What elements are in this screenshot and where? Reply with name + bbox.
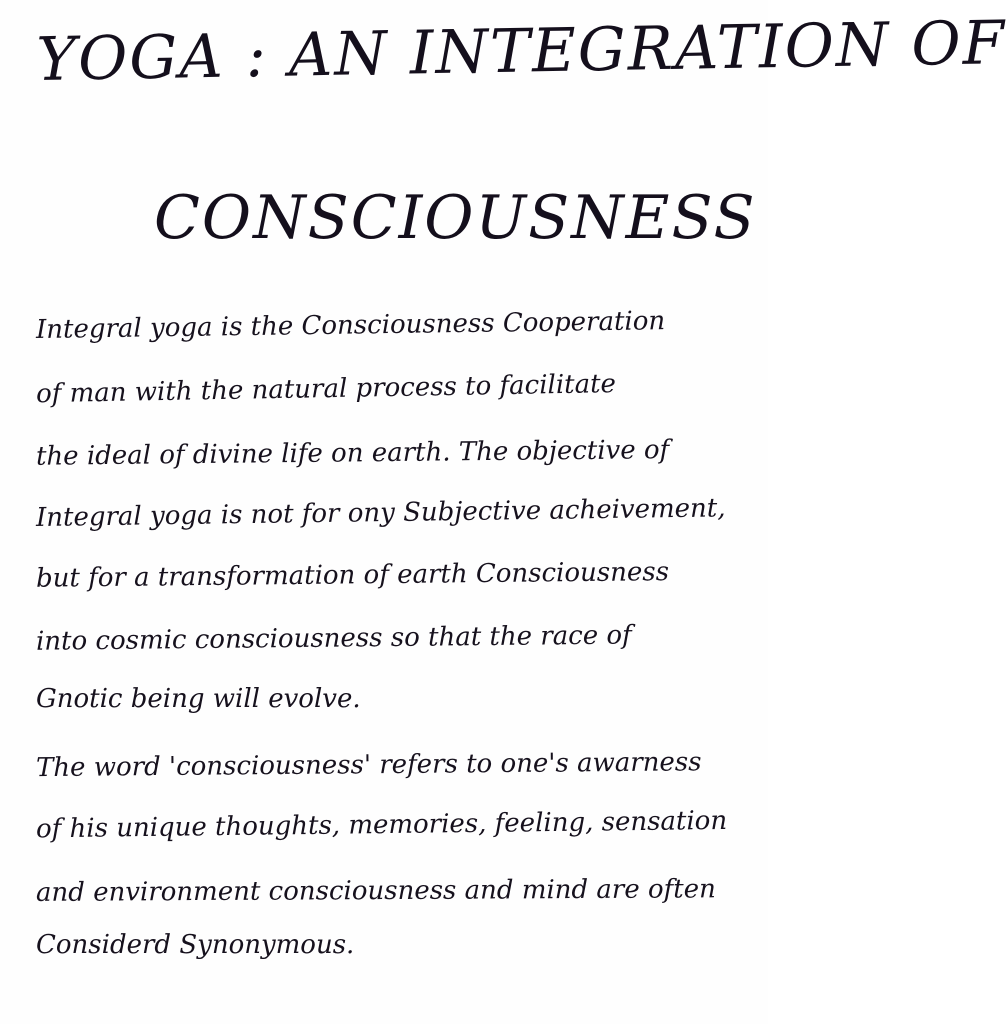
- text-line: Gnotic being will evolve.: [36, 684, 361, 714]
- text-line: but for a transformation of earth Consciousness: [35, 557, 670, 594]
- text-line: Integral yoga is the Consciousness Cooperation: [35, 306, 666, 345]
- text-line: and environment consciousness and mind are often: [35, 874, 716, 908]
- text-line: Integral yoga is not for ony Subjective acheivement,: [35, 493, 726, 533]
- text-line: into cosmic consciousness so that the race of: [35, 620, 632, 657]
- text-line: of man with the natural process to facilitate: [35, 369, 617, 410]
- text-line: of his unique thoughts, memories, feeling, sensation: [35, 805, 728, 845]
- text-line: Considerd Synonymous.: [36, 930, 355, 960]
- text-line: The word 'consciousness' refers to one's awarness: [35, 747, 702, 784]
- text-line: the ideal of divine life on earth. The objective of: [35, 435, 670, 472]
- title-line-2: CONSCIOUSNESS: [154, 183, 757, 253]
- page-title: [35, 8, 1007, 253]
- title-line-1: YOGA : AN INTEGRATION OF: [35, 8, 1007, 95]
